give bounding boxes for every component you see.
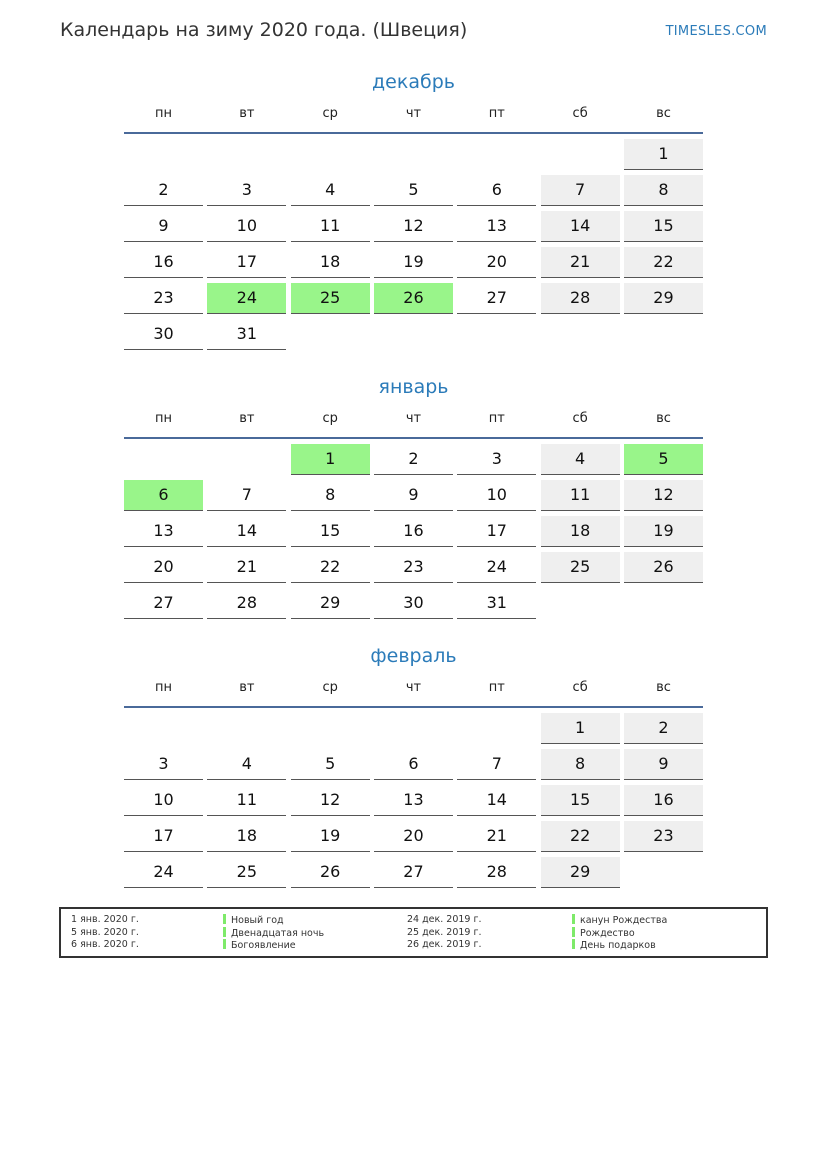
legend-holiday [572, 939, 667, 952]
day-cell: 13 [124, 516, 203, 547]
legend-date: 26 дек. 2019 г. [407, 939, 482, 950]
weekend-day-cell: 19 [624, 516, 703, 547]
weekend-day-cell: 29 [541, 857, 620, 888]
day-cell: 6 [457, 175, 536, 206]
month-december [124, 70, 703, 350]
day-cell: 24 [124, 857, 203, 888]
weekend-day-cell: 14 [541, 211, 620, 242]
day-cell: 13 [374, 785, 453, 816]
holiday-marker [572, 939, 575, 949]
legend-date: 5 янв. 2020 г. [71, 926, 139, 938]
day-cell: 27 [457, 283, 536, 314]
holiday-marker [223, 927, 226, 937]
weekday-label: сб [572, 106, 588, 121]
weekday-label: пн [155, 106, 172, 121]
day-cell: 27 [374, 857, 453, 888]
weekday-label: сб [572, 411, 588, 426]
day-cell: 31 [207, 319, 286, 350]
day-cell: 12 [374, 211, 453, 242]
legend-date: 24 дек. 2019 г. [407, 914, 482, 925]
day-cell: 23 [124, 283, 203, 314]
day-cell: 11 [291, 211, 370, 242]
day-cell: 16 [124, 247, 203, 278]
weekday-header [124, 680, 703, 696]
day-cell: 17 [457, 516, 536, 547]
empty-cell [124, 713, 203, 744]
day-cell: 12 [291, 785, 370, 816]
legend-holiday-name: Рождество [580, 927, 635, 939]
weekday-header [124, 411, 703, 427]
header-separator [124, 437, 703, 439]
holiday-day-cell: 5 [624, 444, 703, 475]
empty-cell [207, 139, 286, 170]
day-cell: 18 [291, 247, 370, 278]
weekday-label: вт [239, 106, 255, 121]
legend-holiday [572, 927, 667, 940]
day-grid [124, 713, 703, 888]
legend-holiday-name: Двенадцатая ночь [231, 927, 325, 939]
day-cell: 6 [374, 749, 453, 780]
day-cell: 20 [374, 821, 453, 852]
day-cell: 14 [207, 516, 286, 547]
day-cell: 10 [207, 211, 286, 242]
day-cell: 18 [207, 821, 286, 852]
day-cell: 25 [207, 857, 286, 888]
weekend-day-cell: 21 [541, 247, 620, 278]
day-cell: 21 [457, 821, 536, 852]
weekend-day-cell: 22 [541, 821, 620, 852]
legend-dates-right [407, 914, 482, 952]
weekend-day-cell: 1 [624, 139, 703, 170]
weekend-day-cell: 9 [624, 749, 703, 780]
day-cell: 7 [207, 480, 286, 511]
legend-names-right [572, 914, 667, 952]
day-cell: 15 [291, 516, 370, 547]
month-february [124, 644, 703, 888]
holiday-marker [572, 927, 575, 937]
weekend-day-cell: 7 [541, 175, 620, 206]
weekend-day-cell: 23 [624, 821, 703, 852]
brand-link[interactable]: TIMESLES.COM [665, 24, 767, 39]
day-cell: 4 [291, 175, 370, 206]
weekday-label: вс [656, 411, 671, 426]
day-cell: 17 [124, 821, 203, 852]
day-cell: 26 [291, 857, 370, 888]
weekday-label: вт [239, 411, 255, 426]
day-cell: 10 [124, 785, 203, 816]
legend-names-left [223, 914, 324, 952]
weekend-day-cell: 8 [624, 175, 703, 206]
holiday-day-cell: 6 [124, 480, 203, 511]
weekend-day-cell: 15 [624, 211, 703, 242]
page-title: Календарь на зиму 2020 года. (Швеция) [60, 19, 468, 41]
day-cell: 30 [374, 588, 453, 619]
weekend-day-cell: 8 [541, 749, 620, 780]
legend-holiday [572, 914, 667, 927]
day-cell: 23 [374, 552, 453, 583]
day-cell: 7 [457, 749, 536, 780]
weekend-day-cell: 29 [624, 283, 703, 314]
empty-cell [207, 444, 286, 475]
empty-cell [291, 139, 370, 170]
day-cell: 9 [124, 211, 203, 242]
day-cell: 2 [374, 444, 453, 475]
weekend-day-cell: 18 [541, 516, 620, 547]
weekend-day-cell: 15 [541, 785, 620, 816]
day-cell: 27 [124, 588, 203, 619]
weekday-label: чт [405, 411, 422, 426]
day-cell: 19 [374, 247, 453, 278]
legend-holiday [223, 914, 324, 927]
month-title: декабрь [372, 71, 455, 93]
legend-dates-left [71, 914, 139, 952]
empty-cell [291, 713, 370, 744]
day-cell: 20 [457, 247, 536, 278]
weekend-day-cell: 12 [624, 480, 703, 511]
weekday-label: пт [488, 411, 505, 426]
weekend-day-cell: 4 [541, 444, 620, 475]
weekday-label: чт [405, 680, 422, 695]
day-cell: 21 [207, 552, 286, 583]
legend-holiday [223, 927, 324, 940]
day-cell: 14 [457, 785, 536, 816]
weekday-label: чт [405, 106, 422, 121]
legend-date: 6 янв. 2020 г. [71, 939, 139, 950]
weekend-day-cell: 11 [541, 480, 620, 511]
day-cell: 30 [124, 319, 203, 350]
legend-holiday-name: День подарков [580, 940, 656, 951]
day-cell: 3 [457, 444, 536, 475]
legend-holiday-name: Новый год [231, 915, 284, 926]
month-title: январь [378, 376, 449, 398]
holiday-marker [572, 914, 575, 924]
holiday-marker [223, 939, 226, 949]
day-cell: 5 [291, 749, 370, 780]
weekday-label: вс [656, 106, 671, 121]
weekend-day-cell: 1 [541, 713, 620, 744]
holiday-marker [223, 914, 226, 924]
weekday-label: пн [155, 411, 172, 426]
weekday-label: ср [322, 411, 338, 426]
empty-cell [124, 444, 203, 475]
day-cell: 19 [291, 821, 370, 852]
day-cell: 13 [457, 211, 536, 242]
day-cell: 11 [207, 785, 286, 816]
day-cell: 4 [207, 749, 286, 780]
weekday-label: ср [322, 106, 338, 121]
empty-cell [457, 713, 536, 744]
day-cell: 3 [124, 749, 203, 780]
holiday-legend [59, 907, 768, 958]
weekend-day-cell: 16 [624, 785, 703, 816]
weekday-label: вт [239, 680, 255, 695]
holiday-day-cell: 26 [374, 283, 453, 314]
legend-date: 1 янв. 2020 г. [71, 914, 139, 925]
day-cell: 5 [374, 175, 453, 206]
day-cell: 17 [207, 247, 286, 278]
weekday-label: вс [656, 680, 671, 695]
day-cell: 29 [291, 588, 370, 619]
day-cell: 16 [374, 516, 453, 547]
weekday-label: сб [572, 680, 588, 695]
empty-cell [457, 139, 536, 170]
weekend-day-cell: 22 [624, 247, 703, 278]
holiday-day-cell: 24 [207, 283, 286, 314]
day-grid [124, 444, 703, 619]
weekend-day-cell: 28 [541, 283, 620, 314]
day-cell: 9 [374, 480, 453, 511]
holiday-day-cell: 25 [291, 283, 370, 314]
day-cell: 8 [291, 480, 370, 511]
weekday-label: пт [488, 680, 505, 695]
day-cell: 24 [457, 552, 536, 583]
weekend-day-cell: 26 [624, 552, 703, 583]
day-cell: 20 [124, 552, 203, 583]
day-cell: 22 [291, 552, 370, 583]
day-cell: 28 [207, 588, 286, 619]
weekend-day-cell: 25 [541, 552, 620, 583]
day-cell: 31 [457, 588, 536, 619]
day-cell: 10 [457, 480, 536, 511]
day-cell: 28 [457, 857, 536, 888]
legend-holiday-name: канун Рождества [580, 915, 668, 926]
weekday-header [124, 106, 703, 122]
empty-cell [374, 713, 453, 744]
month-title: февраль [370, 645, 457, 667]
day-cell: 3 [207, 175, 286, 206]
weekend-day-cell: 2 [624, 713, 703, 744]
day-cell: 2 [124, 175, 203, 206]
legend-holiday [223, 939, 324, 952]
empty-cell [541, 139, 620, 170]
holiday-day-cell: 1 [291, 444, 370, 475]
weekday-label: пт [488, 106, 505, 121]
legend-holiday-name: Богоявление [231, 940, 296, 951]
weekday-label: пн [155, 680, 172, 695]
empty-cell [124, 139, 203, 170]
weekday-label: ср [322, 680, 338, 695]
empty-cell [374, 139, 453, 170]
legend-date: 25 дек. 2019 г. [407, 926, 482, 938]
day-grid [124, 139, 703, 350]
empty-cell [207, 713, 286, 744]
month-january [124, 375, 703, 619]
header-separator [124, 706, 703, 708]
header-separator [124, 132, 703, 134]
